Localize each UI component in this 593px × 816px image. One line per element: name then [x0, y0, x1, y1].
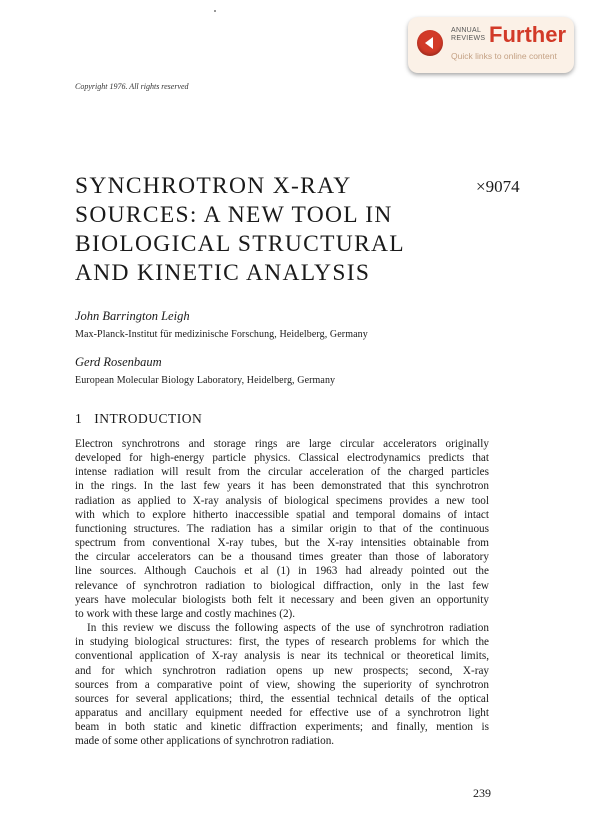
annual-label: ANNUAL	[451, 27, 482, 34]
body-line: developed for high-energy particle physics. Classical electrodynamics predicts that	[75, 452, 489, 465]
body-line: with which to explore hitherto inaccessible spatial and temporal domains of intact	[75, 508, 489, 521]
article-code: ×9074	[476, 177, 520, 196]
body-line: in the rings. In the last few years it has been demonstrated that this synchrotron	[75, 480, 489, 493]
author-affiliation: Max-Planck-Institut für medizinische Forschung, Heidelberg, Germany	[75, 329, 368, 340]
body-line: apparatus and ancillary equipment needed for effective use of a synchrotron light	[75, 706, 489, 719]
body-line: to work with these large and costly machines (2).	[75, 607, 296, 620]
body-line: spectrum from conventional X-ray tubes, but the X-ray intensities obtainable from	[75, 537, 489, 550]
body-line: line sources. Although Cauchois et al (1) in 1963 had already pointed out the	[75, 565, 489, 578]
copyright-notice: Copyright 1976. All rights reserved	[75, 82, 189, 91]
page-number: 239	[473, 786, 491, 800]
scan-speck	[214, 10, 216, 12]
body-line: and for which synchrotron radiation opens up new prospects; second, X-ray	[75, 664, 489, 677]
body-line: intense radiation will result from the circular acceleration of the charged particles	[75, 466, 489, 479]
title-line: BIOLOGICAL STRUCTURAL	[75, 231, 405, 257]
body-line: relevance of synchrotron radiation to biological diffraction, only in the last few	[75, 579, 489, 592]
body-line: radiation as applied to X-ray analysis of biological specimens provides a new tool	[75, 494, 489, 507]
further-label[interactable]: Further	[489, 22, 566, 47]
reviews-label: REVIEWS	[451, 35, 486, 42]
title-line: SYNCHROTRON X-RAY	[75, 173, 352, 199]
section-heading	[75, 411, 202, 427]
article-title	[75, 172, 435, 288]
body-line: made of some other applications of synchrotron radiation.	[75, 735, 335, 748]
body-line: years have molecular biologists both felt it necessary and been given an opportunity	[75, 593, 489, 606]
body-line: beam in both static and kinetic diffraction experiments; and finally, mention is	[75, 721, 489, 734]
body-paragraphs	[75, 437, 489, 748]
quick-links-label[interactable]: Quick links to online content	[451, 51, 557, 61]
author-affiliation: European Molecular Biology Laboratory, Heidelberg, Germany	[75, 375, 336, 386]
body-line: In this review we discuss the following aspects of the use of synchrotron radiation	[87, 622, 489, 635]
body-line: conventional application of X-ray analysis is near its technical or theoretical limits,	[75, 650, 489, 663]
section-number: 1	[75, 411, 83, 426]
section-title: INTRODUCTION	[94, 411, 203, 426]
title-line: SOURCES: A NEW TOOL IN	[75, 202, 393, 228]
body-line: Electron synchrotrons and storage rings are large circular accelerators originally	[75, 438, 489, 450]
body-line: sources from a comparative point of view, showing the superiority of synchrotron	[75, 678, 489, 691]
body-line: functioning structures. The radiation has a similar origin to that of the continuous	[75, 522, 489, 535]
body-line: the circular accelerators can be a thousand times greater than those of laboratory	[75, 551, 489, 564]
back-arrow-icon[interactable]	[417, 30, 443, 56]
author-name: John Barrington Leigh	[75, 309, 190, 323]
body-line: in studying biological structures: first, the types of research problems for which the	[75, 636, 489, 649]
title-line: AND KINETIC ANALYSIS	[75, 260, 371, 286]
author-name: Gerd Rosenbaum	[75, 355, 162, 369]
further-links-badge[interactable]	[408, 17, 574, 73]
body-line: sources for several applications; third, the essential technical details of the optical	[75, 692, 489, 705]
annual-reviews-logo	[451, 27, 485, 43]
